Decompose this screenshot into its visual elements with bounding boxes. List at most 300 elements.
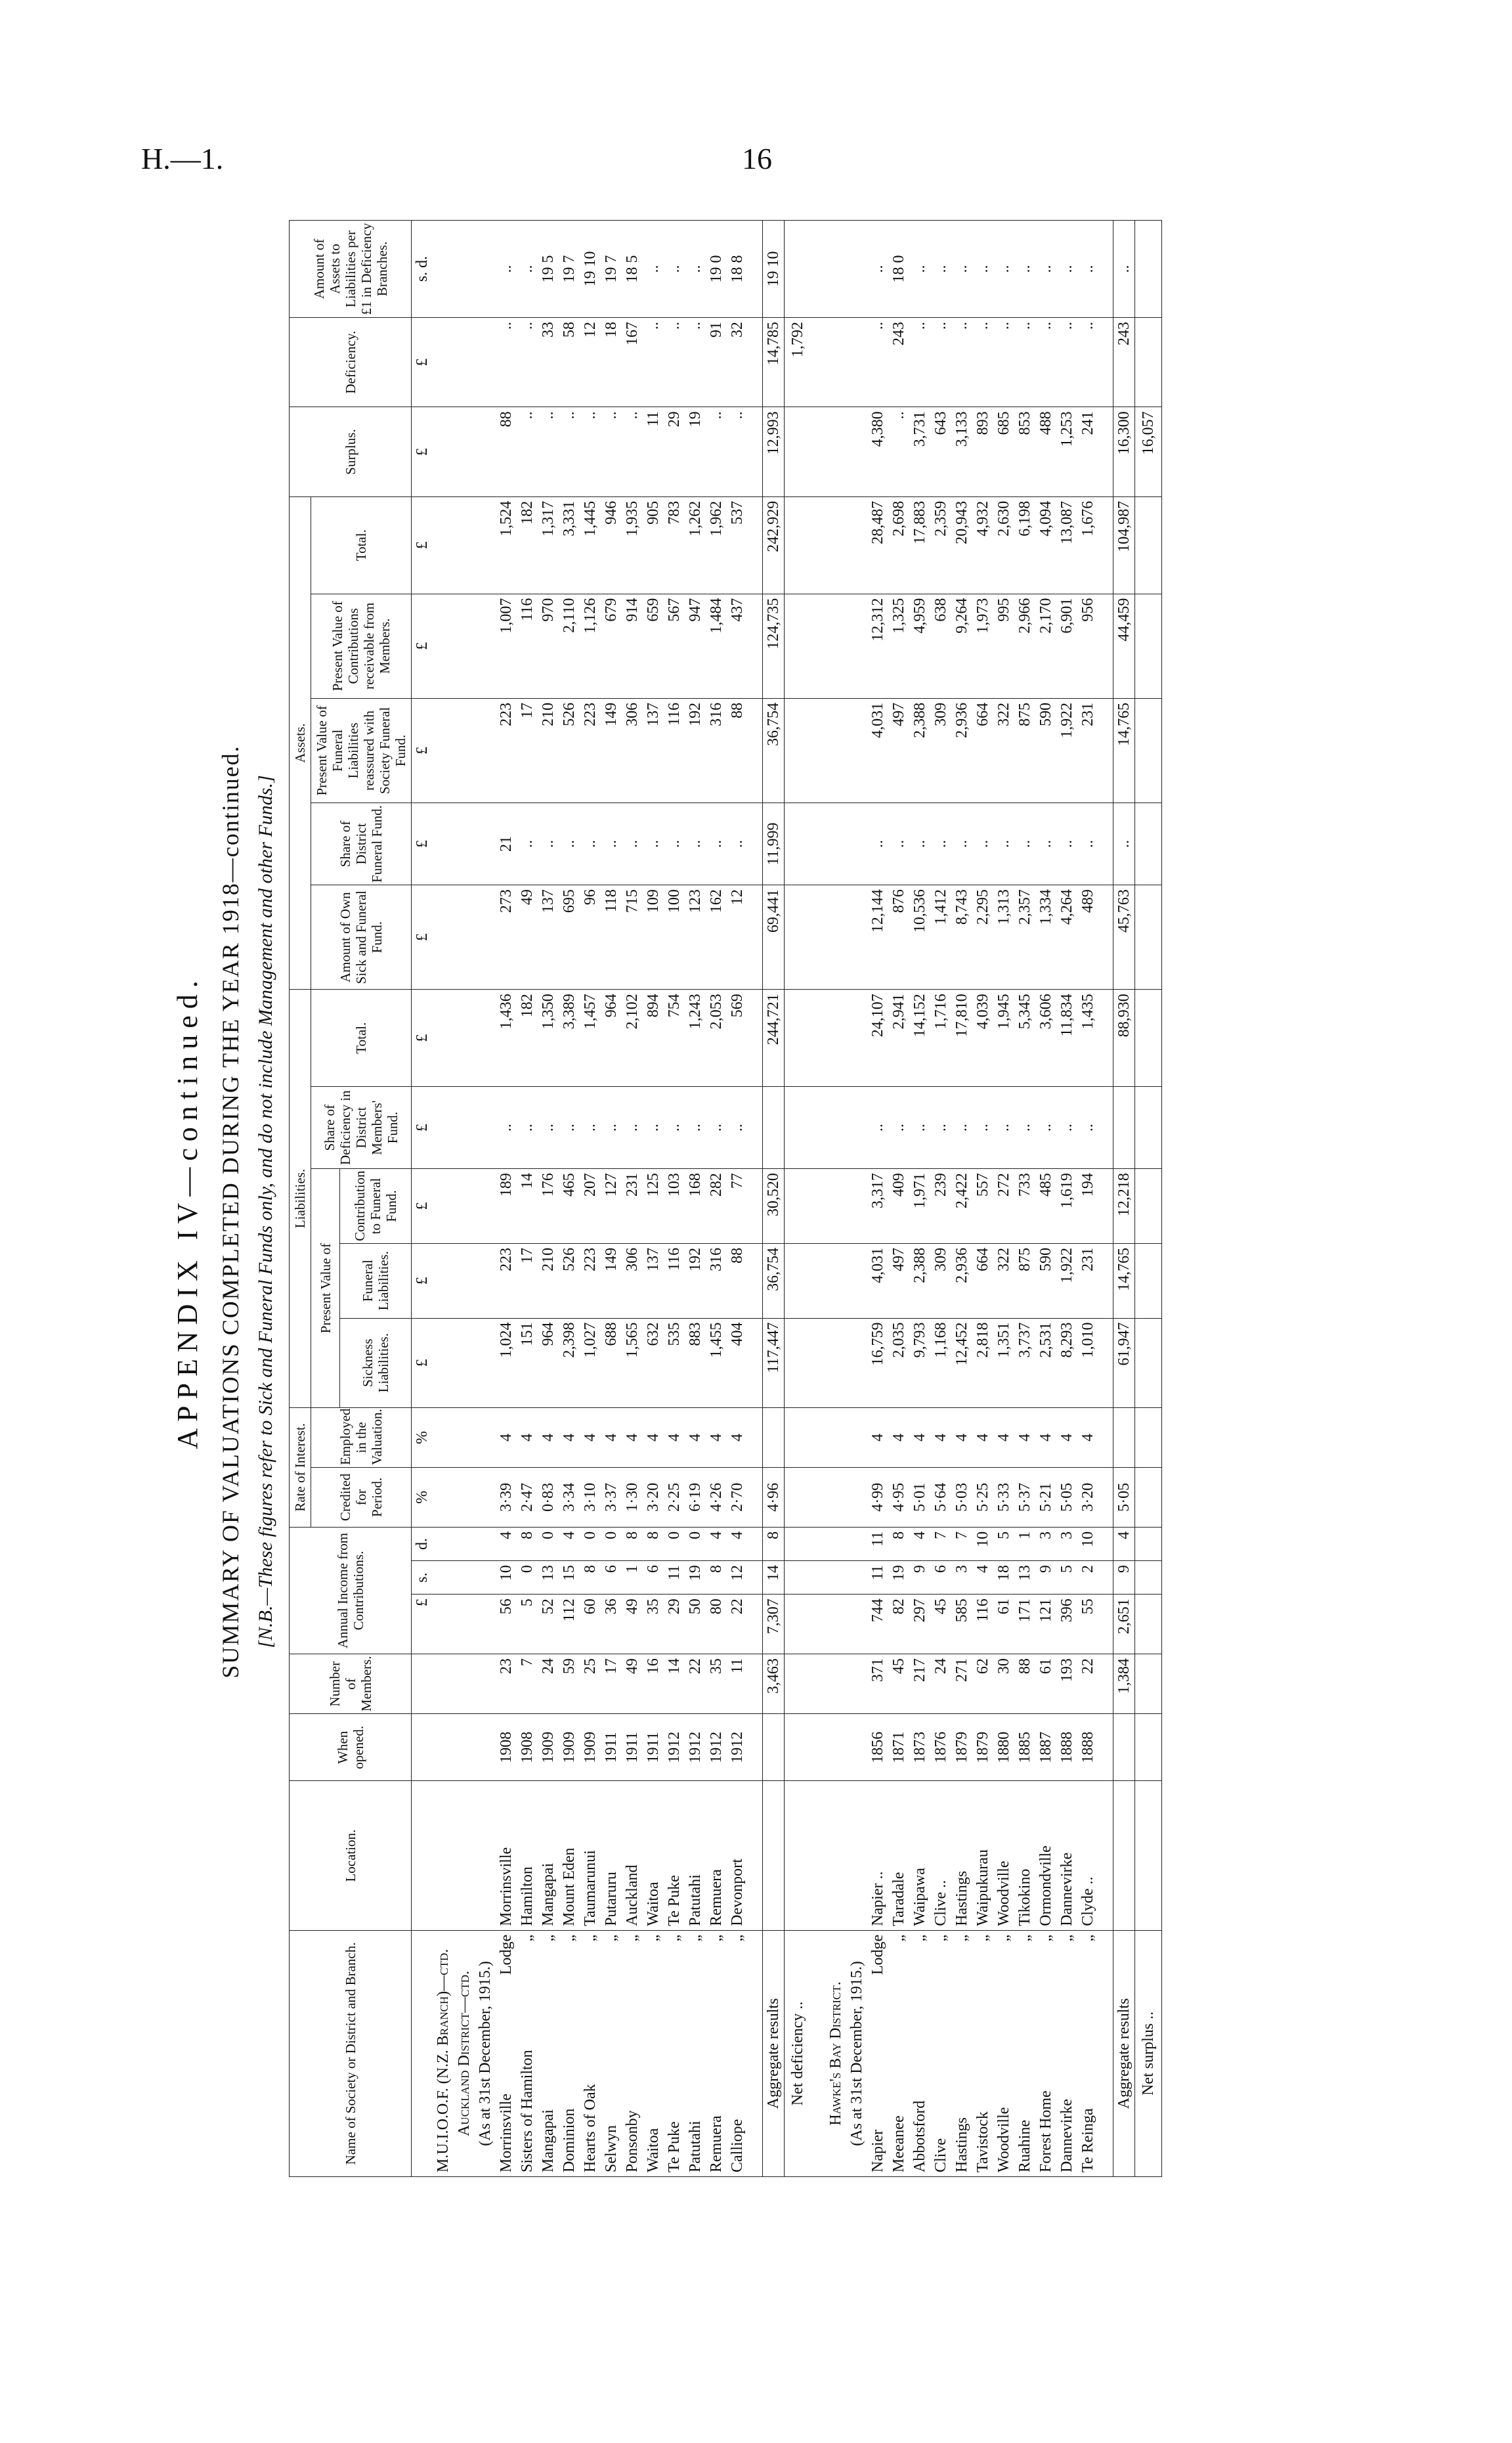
rate-credited: 5·33 (993, 1467, 1014, 1527)
own-fund: 123 (685, 885, 706, 990)
net-value: 1,792 (785, 317, 811, 407)
unit: % (412, 1467, 433, 1527)
income-pence: 3 (1035, 1527, 1056, 1560)
pv-contributions: 679 (601, 594, 622, 698)
branch-label: Abbotsford (911, 2100, 928, 2172)
liabilities-total: 1,716 (930, 990, 951, 1087)
location: Putaruru (601, 1781, 622, 1930)
branch-label: Te Reinga (1079, 2108, 1096, 2172)
members: 35 (706, 1654, 727, 1714)
rate-employed: 4 (1035, 1407, 1056, 1467)
aggregate-row (1113, 221, 1135, 2177)
members: 7 (517, 1654, 538, 1714)
income-pence: 0 (664, 1527, 685, 1560)
income-shillings: 3 (951, 1561, 972, 1595)
members: 22 (1077, 1654, 1098, 1714)
income-pence: 8 (517, 1527, 538, 1560)
col-share-district: Share of District Funeral Fund. (311, 803, 412, 885)
pv-contributions: 1,126 (580, 594, 601, 698)
pv-funeral-reassured: 116 (664, 698, 685, 803)
contribution: 557 (972, 1169, 993, 1244)
share-district-fund: .. (930, 803, 951, 885)
pv-funeral-reassured: 322 (993, 698, 1014, 803)
rate-credited: 3·37 (601, 1467, 622, 1527)
unit: £ (412, 1087, 433, 1169)
aggregate-members: 3,463 (763, 1654, 785, 1714)
assets-total: 537 (727, 496, 748, 594)
rate-employed: 4 (664, 1407, 685, 1467)
net-value: 16,057 (1135, 407, 1162, 496)
sickness-liabilities: 2,818 (972, 1318, 993, 1407)
rate-credited: 5·03 (951, 1467, 972, 1527)
members: 59 (559, 1654, 580, 1714)
assets-total: 783 (664, 496, 685, 594)
col-share-deficiency: Share of Deficiency in District Members' Fund. (311, 1087, 412, 1169)
income-pence: 0 (580, 1527, 601, 1560)
pv-contributions: 1,007 (496, 594, 517, 698)
aggregate-sick: 117,447 (763, 1318, 785, 1407)
surplus: 3,731 (909, 407, 930, 496)
branch-name (930, 1930, 951, 2176)
location: Te Puke (664, 1781, 685, 1930)
year-opened: 1912 (706, 1714, 727, 1781)
table-row (622, 221, 643, 2177)
amount-per-pound: .. (867, 221, 888, 318)
amount-per-pound: 18 8 (727, 221, 748, 318)
income-pence: 1 (1014, 1527, 1035, 1560)
share-deficiency: .. (643, 1087, 664, 1169)
share-deficiency: .. (727, 1087, 748, 1169)
liabilities-total: 24,107 (867, 990, 888, 1087)
members: 61 (1035, 1654, 1056, 1714)
amount-per-pound: 18 0 (888, 221, 909, 318)
own-fund: 1,334 (1035, 885, 1056, 990)
sickness-liabilities: 1,168 (930, 1318, 951, 1407)
pv-funeral-reassured: 2,388 (909, 698, 930, 803)
amount-per-pound: .. (909, 221, 930, 318)
members: 24 (930, 1654, 951, 1714)
rate-employed: 4 (1077, 1407, 1098, 1467)
rate-employed: 4 (496, 1407, 517, 1467)
pv-funeral-reassured: 223 (580, 698, 601, 803)
share-deficiency: .. (601, 1087, 622, 1169)
district-row (825, 221, 846, 2177)
members: 23 (496, 1654, 517, 1714)
members: 62 (972, 1654, 993, 1714)
location: Waitoa (643, 1781, 664, 1930)
share-district-fund: .. (1035, 803, 1056, 885)
share-deficiency: .. (685, 1087, 706, 1169)
surplus: .. (706, 407, 727, 496)
pv-contributions: 12,312 (867, 594, 888, 698)
amount-per-pound: 18 5 (622, 221, 643, 318)
amount-per-pound: .. (496, 221, 517, 318)
location: Taradale (888, 1781, 909, 1930)
rate-employed: 4 (685, 1407, 706, 1467)
branch-name (727, 1930, 748, 2176)
aggregate-inc_l: 7,307 (763, 1595, 785, 1654)
contribution: 127 (601, 1169, 622, 1244)
contribution: 409 (888, 1169, 909, 1244)
deficiency: .. (909, 317, 930, 407)
income-pence: 4 (727, 1527, 748, 1560)
members: 371 (867, 1654, 888, 1714)
liabilities-total: 1,945 (993, 990, 1014, 1087)
branch-label: Woodville (995, 2107, 1012, 2172)
branch-name (909, 1930, 930, 2176)
year-opened: 1873 (909, 1714, 930, 1781)
assets-total: 905 (643, 496, 664, 594)
income-shillings: 8 (580, 1561, 601, 1595)
branch-suffix: „ (561, 1934, 578, 1942)
surplus: .. (559, 407, 580, 496)
share-district-fund: .. (972, 803, 993, 885)
appendix-title: APPENDIX IV—continued. (171, 974, 204, 1449)
share-deficiency: .. (888, 1087, 909, 1169)
spacer-row (1098, 221, 1113, 2177)
income-pounds: 49 (622, 1595, 643, 1654)
funeral-liabilities: 1,922 (1056, 1243, 1077, 1318)
rate-employed: 4 (517, 1407, 538, 1467)
rate-credited: 3·34 (559, 1467, 580, 1527)
branch-suffix: „ (540, 1934, 557, 1942)
funeral-liabilities: 231 (1077, 1243, 1098, 1318)
contribution: 1,971 (909, 1169, 930, 1244)
report-reference: H.—1. (141, 142, 224, 175)
assets-total: 1,962 (706, 496, 727, 594)
deficiency: .. (1077, 317, 1098, 407)
own-fund: 162 (706, 885, 727, 990)
contribution: 103 (664, 1169, 685, 1244)
share-deficiency: .. (664, 1087, 685, 1169)
assets-total: 2,359 (930, 496, 951, 594)
summary-title: SUMMARY OF VALUATIONS COMPLETED DURING THE YEAR 1918—continued. (217, 745, 244, 1679)
branch-label: Hearts of Oak (582, 2084, 599, 2172)
branch-name (538, 1930, 559, 2176)
col-amount-per-pound: Amount of Assets to Liabilities per £1 in Deficiency Branches. (290, 221, 412, 318)
share-deficiency: .. (517, 1087, 538, 1169)
branch-suffix: „ (666, 1934, 683, 1942)
aggregate-sick: 61,947 (1113, 1318, 1135, 1407)
year-opened: 1888 (1077, 1714, 1098, 1781)
contribution: 239 (930, 1169, 951, 1244)
share-district-fund: .. (664, 803, 685, 885)
sickness-liabilities: 12,452 (951, 1318, 972, 1407)
members: 30 (993, 1654, 1014, 1714)
note: [N.B.—These figures refer to Sick and Funeral Funds only, and do not include Management and other Funds.] (255, 775, 276, 1648)
sickness-liabilities: 1,010 (1077, 1318, 1098, 1407)
aggregate-deficiency: 14,785 (763, 317, 785, 407)
location: Mount Eden (559, 1781, 580, 1930)
pv-funeral-reassured: 88 (727, 698, 748, 803)
surplus: 3,133 (951, 407, 972, 496)
share-deficiency: .. (867, 1087, 888, 1169)
net-label: Net surplus .. (1135, 1930, 1162, 2176)
unit: £ (412, 594, 433, 698)
funeral-liabilities: 590 (1035, 1243, 1056, 1318)
surplus: .. (517, 407, 538, 496)
income-pence: 8 (622, 1527, 643, 1560)
rate-employed: 4 (867, 1407, 888, 1467)
liabilities-total: 17,810 (951, 990, 972, 1087)
income-shillings: 15 (559, 1561, 580, 1595)
location: Morrinsville (496, 1781, 517, 1930)
year-opened: 1911 (622, 1714, 643, 1781)
deficiency: 12 (580, 317, 601, 407)
pv-funeral-reassured: 309 (930, 698, 951, 803)
district-row (454, 221, 475, 2177)
pv-funeral-reassured: 192 (685, 698, 706, 803)
branch-label: Waitoa (645, 2128, 662, 2172)
own-fund: 118 (601, 885, 622, 990)
surplus: 1,253 (1056, 407, 1077, 496)
branch-name (517, 1930, 538, 2176)
income-pence: 11 (867, 1527, 888, 1560)
pv-contributions: 956 (1077, 594, 1098, 698)
rate-employed: 4 (580, 1407, 601, 1467)
share-district-fund: .. (685, 803, 706, 885)
liabilities-total: 14,152 (909, 990, 930, 1087)
table-row (580, 221, 601, 2177)
branch-suffix: „ (911, 1934, 928, 1942)
rate-employed: 4 (993, 1407, 1014, 1467)
deficiency: .. (951, 317, 972, 407)
year-opened: 1912 (664, 1714, 685, 1781)
pv-contributions: 1,484 (706, 594, 727, 698)
sickness-liabilities: 2,531 (1035, 1318, 1056, 1407)
share-deficiency: .. (993, 1087, 1014, 1169)
surplus: 4,380 (867, 407, 888, 496)
col-when-opened: When opened. (290, 1714, 412, 1781)
income-shillings: 13 (538, 1561, 559, 1595)
branch-label: Dannevirke (1058, 2099, 1075, 2172)
share-deficiency: .. (580, 1087, 601, 1169)
share-deficiency: .. (1014, 1087, 1035, 1169)
col-present-value-of: Present Value of (311, 1169, 340, 1408)
own-fund: 12 (727, 885, 748, 990)
share-district-fund: .. (706, 803, 727, 885)
contribution: 125 (643, 1169, 664, 1244)
liabilities-total: 1,436 (496, 990, 517, 1087)
location: Ormondville (1035, 1781, 1056, 1930)
sickness-liabilities: 1,565 (622, 1318, 643, 1407)
district-date-row (846, 221, 867, 2177)
aggregate-own: 45,763 (1113, 885, 1135, 990)
col-rate-of-interest: Rate of Interest. (290, 1407, 311, 1527)
branch-suffix: „ (582, 1934, 599, 1942)
members: 22 (685, 1654, 706, 1714)
own-fund: 273 (496, 885, 517, 990)
contribution: 189 (496, 1169, 517, 1244)
funeral-liabilities: 2,936 (951, 1243, 972, 1318)
branch-suffix: „ (519, 1934, 536, 1942)
col-surplus: Surplus. (290, 407, 412, 496)
pv-funeral-reassured: 526 (559, 698, 580, 803)
aggregate-contrib: 12,218 (1113, 1169, 1135, 1244)
sickness-liabilities: 151 (517, 1318, 538, 1407)
rate-credited: 5·21 (1035, 1467, 1056, 1527)
income-pounds: 5 (517, 1595, 538, 1654)
branch-suffix: „ (953, 1934, 970, 1942)
income-pounds: 396 (1056, 1595, 1077, 1654)
rate-credited: 4·99 (867, 1467, 888, 1527)
col-name: Name of Society or District and Branch. (290, 1930, 412, 2176)
deficiency: 33 (538, 317, 559, 407)
income-pounds: 112 (559, 1595, 580, 1654)
assets-total: 182 (517, 496, 538, 594)
location: Taumarunui (580, 1781, 601, 1930)
income-pounds: 82 (888, 1595, 909, 1654)
table-row (867, 221, 888, 2177)
funeral-liabilities: 137 (643, 1243, 664, 1318)
branch-label: Ponsonby (624, 2110, 641, 2172)
contribution: 3,317 (867, 1169, 888, 1244)
branch-name (706, 1930, 727, 2176)
unit: d. (412, 1527, 433, 1560)
income-pounds: 121 (1035, 1595, 1056, 1654)
year-opened: 1887 (1035, 1714, 1056, 1781)
district-date: (As at 31st December, 1915.) (846, 1930, 867, 2176)
branch-label: Calliope (729, 2119, 746, 2172)
pv-funeral-reassured: 1,922 (1056, 698, 1077, 803)
members: 24 (538, 1654, 559, 1714)
branch-suffix: „ (890, 1934, 907, 1942)
deficiency: .. (972, 317, 993, 407)
aggregate-share_dist: .. (1113, 803, 1135, 885)
rate-credited: 5·37 (1014, 1467, 1035, 1527)
liabilities-total: 1,457 (580, 990, 601, 1087)
share-district-fund: .. (1014, 803, 1035, 885)
income-pence: 0 (538, 1527, 559, 1560)
location: Waipawa (909, 1781, 930, 1930)
aggregate-surplus: 12,993 (763, 407, 785, 496)
surplus: .. (622, 407, 643, 496)
location: Clyde .. (1077, 1781, 1098, 1930)
liabilities-total: 2,102 (622, 990, 643, 1087)
col-annual-income: Annual Income from Contributions. (290, 1527, 412, 1654)
liabilities-total: 569 (727, 990, 748, 1087)
members: 49 (622, 1654, 643, 1714)
aggregate-tot: 88,930 (1113, 990, 1135, 1087)
assets-total: 13,087 (1056, 496, 1077, 594)
assets-total: 1,317 (538, 496, 559, 594)
location: Woodville (993, 1781, 1014, 1930)
own-fund: 4,264 (1056, 885, 1077, 990)
unit: £ (412, 990, 433, 1087)
share-deficiency: .. (496, 1087, 517, 1169)
income-shillings: 9 (909, 1561, 930, 1595)
assets-total: 1,262 (685, 496, 706, 594)
amount-per-pound: .. (972, 221, 993, 318)
own-fund: 695 (559, 885, 580, 990)
location: Hastings (951, 1781, 972, 1930)
funeral-liabilities: 4,031 (867, 1243, 888, 1318)
members: 45 (888, 1654, 909, 1714)
col-assets: Assets. (290, 496, 311, 989)
net-label: Net deficiency .. (785, 1930, 811, 2176)
rotated-table-page (151, 220, 1313, 2203)
income-pence: 7 (951, 1527, 972, 1560)
net-row (785, 221, 811, 2177)
income-pounds: 171 (1014, 1595, 1035, 1654)
aggregate-inc_s: 14 (763, 1561, 785, 1595)
share-district-fund: .. (559, 803, 580, 885)
branch-name (867, 1930, 888, 2176)
sickness-liabilities: 8,293 (1056, 1318, 1077, 1407)
table-row (930, 221, 951, 2177)
branch-label: Ruahine (1016, 2120, 1033, 2172)
own-fund: 1,412 (930, 885, 951, 990)
members: 17 (601, 1654, 622, 1714)
assets-total: 4,932 (972, 496, 993, 594)
year-opened: 1856 (867, 1714, 888, 1781)
surplus: 19 (685, 407, 706, 496)
sickness-liabilities: 2,398 (559, 1318, 580, 1407)
share-deficiency: .. (930, 1087, 951, 1169)
rate-employed: 4 (643, 1407, 664, 1467)
aggregate-fun: 14,765 (1113, 1243, 1135, 1318)
members: 193 (1056, 1654, 1077, 1714)
sickness-liabilities: 3,737 (1014, 1318, 1035, 1407)
liabilities-total: 4,039 (972, 990, 993, 1087)
unit: £ (412, 1595, 433, 1654)
pv-contributions: 638 (930, 594, 951, 698)
branch-suffix: „ (1037, 1934, 1054, 1942)
surplus: 685 (993, 407, 1014, 496)
deficiency: .. (517, 317, 538, 407)
contribution: 14 (517, 1169, 538, 1244)
rate-employed: 4 (559, 1407, 580, 1467)
rate-employed: 4 (930, 1407, 951, 1467)
society-row (433, 221, 454, 2177)
rate-employed: 4 (538, 1407, 559, 1467)
sickness-liabilities: 632 (643, 1318, 664, 1407)
sickness-liabilities: 688 (601, 1318, 622, 1407)
pv-funeral-reassured: 664 (972, 698, 993, 803)
rate-credited: 5·01 (909, 1467, 930, 1527)
surplus: 11 (643, 407, 664, 496)
branch-suffix: „ (1079, 1934, 1096, 1942)
sickness-liabilities: 1,027 (580, 1318, 601, 1407)
share-district-fund: .. (1077, 803, 1098, 885)
own-fund: 137 (538, 885, 559, 990)
assets-total: 1,445 (580, 496, 601, 594)
amount-per-pound: .. (1056, 221, 1077, 318)
share-district-fund: 21 (496, 803, 517, 885)
pv-contributions: 4,959 (909, 594, 930, 698)
branch-suffix: „ (645, 1934, 662, 1942)
aggregate-inc_d: 8 (763, 1527, 785, 1560)
branch-label: Patutahi (687, 2121, 704, 2172)
assets-total: 1,676 (1077, 496, 1098, 594)
amount-per-pound: .. (1077, 221, 1098, 318)
members: 271 (951, 1654, 972, 1714)
income-shillings: 11 (664, 1561, 685, 1595)
unit: £ (412, 1169, 433, 1244)
aggregate-members: 1,384 (1113, 1654, 1135, 1714)
aggregate-amount: .. (1113, 221, 1135, 318)
pv-funeral-reassured: 149 (601, 698, 622, 803)
liabilities-total: 1,350 (538, 990, 559, 1087)
sickness-liabilities: 9,793 (909, 1318, 930, 1407)
unit: £ (412, 885, 433, 990)
share-district-fund: .. (1056, 803, 1077, 885)
own-fund: 8,743 (951, 885, 972, 990)
year-opened: 1909 (580, 1714, 601, 1781)
income-pounds: 297 (909, 1595, 930, 1654)
branch-name (664, 1930, 685, 2176)
own-fund: 12,144 (867, 885, 888, 990)
